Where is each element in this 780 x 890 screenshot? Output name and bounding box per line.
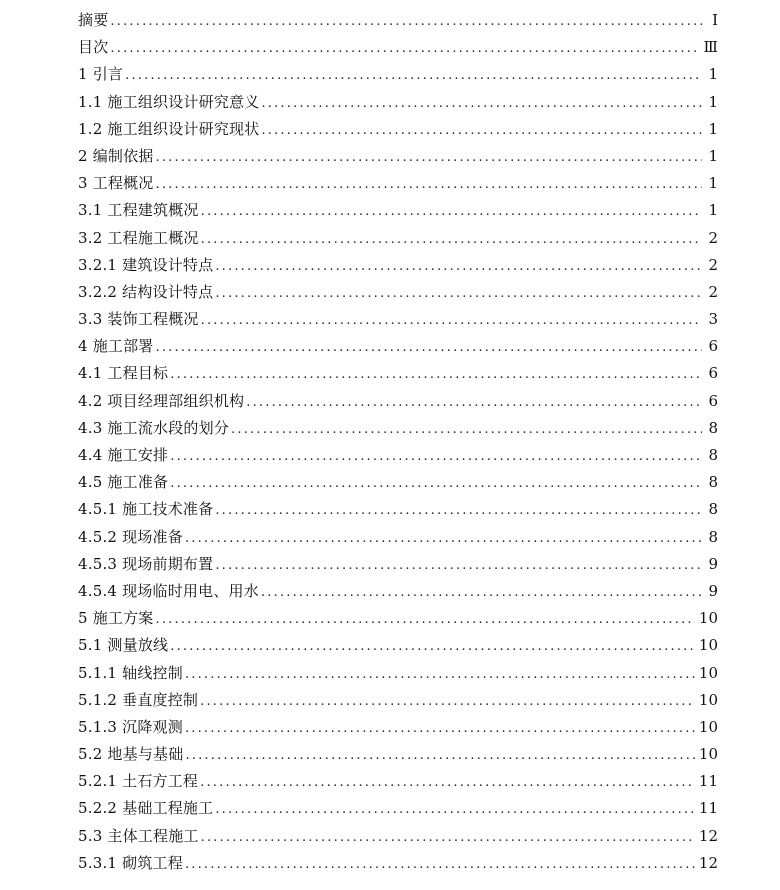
toc-entry[interactable] — [78, 279, 718, 306]
table-of-contents — [78, 7, 718, 877]
toc-entry[interactable] — [78, 551, 718, 578]
toc-entry-title: 4.1 工程目标 — [78, 364, 169, 383]
toc-entry-title: 5.2 地基与基础 — [78, 745, 184, 764]
toc-entry[interactable] — [78, 197, 718, 224]
dot-leader — [185, 742, 694, 769]
dot-leader — [261, 579, 702, 606]
toc-entry[interactable] — [78, 170, 718, 197]
dot-leader — [185, 715, 695, 742]
toc-entry-page-number: 10 — [698, 663, 718, 682]
dot-leader — [246, 389, 702, 416]
toc-entry-title: 3.1 工程建筑概况 — [78, 201, 199, 220]
toc-entry-title: 5.1.3 沉降观测 — [78, 717, 183, 736]
dot-leader — [170, 361, 702, 388]
toc-entry[interactable] — [78, 714, 718, 741]
toc-entry-page-number: 10 — [698, 636, 718, 655]
dot-leader — [215, 280, 702, 307]
toc-entry-title: 4 施工部署 — [78, 337, 154, 356]
toc-entry[interactable] — [78, 687, 718, 714]
toc-entry-page-number: 2 — [708, 282, 718, 301]
toc-entry-title: 2 编制依据 — [78, 146, 154, 165]
toc-entry-page-number: 1 — [708, 65, 718, 84]
toc-entry[interactable] — [78, 116, 718, 143]
toc-entry-title: 4.4 施工安排 — [78, 446, 169, 464]
toc-entry-page-number: 1 — [708, 119, 718, 138]
toc-entry-page-number: 9 — [708, 581, 718, 600]
toc-entry-title: 目次 — [78, 38, 109, 57]
toc-entry-title: 1 引言 — [78, 65, 124, 84]
toc-entry-page-number: 8 — [708, 527, 718, 546]
toc-entry-title: 5.1.2 垂直度控制 — [78, 690, 199, 709]
toc-entry[interactable] — [78, 578, 718, 605]
toc-entry-title: 5 施工方案 — [78, 609, 154, 628]
toc-entry[interactable] — [78, 360, 718, 387]
toc-entry[interactable] — [78, 252, 718, 279]
toc-entry-page-number: 8 — [708, 418, 718, 437]
toc-entry-page-number: 12 — [698, 853, 718, 872]
toc-entry-page-number: 10 — [698, 745, 718, 764]
toc-entry[interactable] — [78, 660, 718, 687]
toc-entry-page-number: 6 — [708, 364, 718, 383]
toc-entry[interactable] — [78, 605, 718, 632]
toc-entry[interactable] — [78, 850, 718, 877]
toc-entry-title: 3.2 工程施工概况 — [78, 228, 199, 247]
dot-leader — [201, 226, 702, 253]
toc-entry-title: 4.5.4 现场临时用电、用水 — [78, 581, 259, 600]
dot-leader — [201, 198, 702, 225]
toc-entry-title: 1.2 施工组织设计研究现状 — [78, 119, 260, 138]
toc-entry-page-number: Ⅰ — [712, 11, 718, 29]
dot-leader — [156, 171, 702, 198]
dot-leader — [156, 144, 702, 171]
dot-leader — [156, 606, 695, 633]
toc-entry[interactable] — [78, 225, 718, 252]
dot-leader — [185, 661, 695, 688]
toc-entry-page-number: 6 — [708, 337, 718, 356]
dot-leader — [200, 688, 695, 715]
toc-entry-page-number: 1 — [708, 92, 718, 111]
dot-leader — [170, 470, 702, 497]
toc-entry[interactable] — [78, 768, 718, 795]
toc-entry-title: 5.3.1 砌筑工程 — [78, 853, 183, 872]
toc-entry[interactable] — [78, 469, 718, 496]
dot-leader — [110, 8, 702, 35]
toc-entry[interactable] — [78, 89, 718, 116]
toc-entry-page-number: 10 — [698, 717, 718, 736]
toc-entry[interactable] — [78, 795, 718, 822]
toc-entry-page-number: 8 — [708, 446, 718, 464]
dot-leader — [156, 334, 702, 361]
toc-entry-title: 5.3 主体工程施工 — [78, 826, 199, 845]
toc-entry[interactable] — [78, 632, 718, 659]
toc-entry-page-number: 2 — [708, 228, 718, 247]
toc-entry-page-number: 8 — [708, 500, 718, 519]
dot-leader — [261, 117, 702, 144]
toc-entry-title: 4.3 施工流水段的划分 — [78, 418, 230, 437]
toc-entry[interactable] — [78, 415, 718, 442]
toc-entry[interactable] — [78, 823, 718, 850]
toc-entry-page-number: 11 — [698, 799, 718, 818]
toc-entry-page-number: Ⅲ — [703, 38, 718, 57]
dot-leader — [215, 253, 702, 280]
dot-leader — [215, 552, 702, 579]
dot-leader — [170, 633, 695, 660]
dot-leader — [215, 796, 695, 823]
dot-leader — [231, 416, 702, 443]
toc-entry[interactable] — [78, 388, 718, 415]
toc-entry-title: 3.2.1 建筑设计特点 — [78, 255, 214, 274]
dot-leader — [200, 769, 695, 796]
dot-leader — [201, 307, 702, 334]
toc-entry[interactable] — [78, 741, 718, 768]
toc-entry[interactable] — [78, 306, 718, 333]
toc-entry-title: 摘要 — [78, 11, 109, 29]
toc-entry-title: 4.5 施工准备 — [78, 473, 169, 492]
dot-leader — [170, 443, 702, 470]
toc-entry-page-number: 1 — [708, 201, 718, 220]
toc-entry-page-number: 10 — [698, 690, 718, 709]
dot-leader — [201, 824, 695, 851]
toc-entry[interactable] — [78, 61, 718, 88]
toc-entry-title: 4.5.1 施工技术准备 — [78, 500, 214, 519]
toc-entry-page-number: 3 — [708, 310, 718, 329]
toc-entry-title: 3 工程概况 — [78, 174, 154, 193]
toc-entry[interactable] — [78, 7, 718, 34]
toc-entry-title: 4.5.3 现场前期布置 — [78, 554, 214, 573]
dot-leader — [185, 525, 702, 552]
toc-entry[interactable] — [78, 333, 718, 360]
toc-entry-page-number: 1 — [708, 174, 718, 193]
toc-entry-title: 4.2 项目经理部组织机构 — [78, 391, 245, 410]
toc-entry-title: 5.2.2 基础工程施工 — [78, 799, 214, 818]
toc-entry-title: 4.5.2 现场准备 — [78, 527, 183, 546]
toc-entry-page-number: 11 — [698, 772, 718, 791]
toc-entry-page-number: 1 — [708, 146, 718, 165]
toc-entry-title: 3.2.2 结构设计特点 — [78, 282, 214, 301]
toc-entry-page-number: 10 — [698, 609, 718, 628]
toc-entry-title: 1.1 施工组织设计研究意义 — [78, 92, 260, 111]
toc-entry-page-number: 2 — [708, 255, 718, 274]
toc-entry[interactable] — [78, 442, 718, 469]
dot-leader — [215, 497, 702, 524]
toc-entry[interactable] — [78, 34, 718, 61]
toc-entry-title: 3.3 装饰工程概况 — [78, 310, 199, 329]
toc-entry[interactable] — [78, 143, 718, 170]
toc-entry[interactable] — [78, 524, 718, 551]
toc-entry-page-number: 6 — [708, 391, 718, 410]
toc-entry-page-number: 12 — [698, 826, 718, 845]
toc-entry[interactable] — [78, 496, 718, 523]
toc-entry-title: 5.1.1 轴线控制 — [78, 663, 183, 682]
toc-entry-title: 5.2.1 土石方工程 — [78, 772, 199, 791]
dot-leader — [185, 851, 695, 878]
dot-leader — [125, 62, 702, 89]
dot-leader — [261, 90, 702, 117]
dot-leader — [110, 35, 699, 62]
toc-entry-page-number: 9 — [708, 554, 718, 573]
toc-entry-page-number: 8 — [708, 473, 718, 492]
toc-entry-title: 5.1 测量放线 — [78, 636, 169, 655]
